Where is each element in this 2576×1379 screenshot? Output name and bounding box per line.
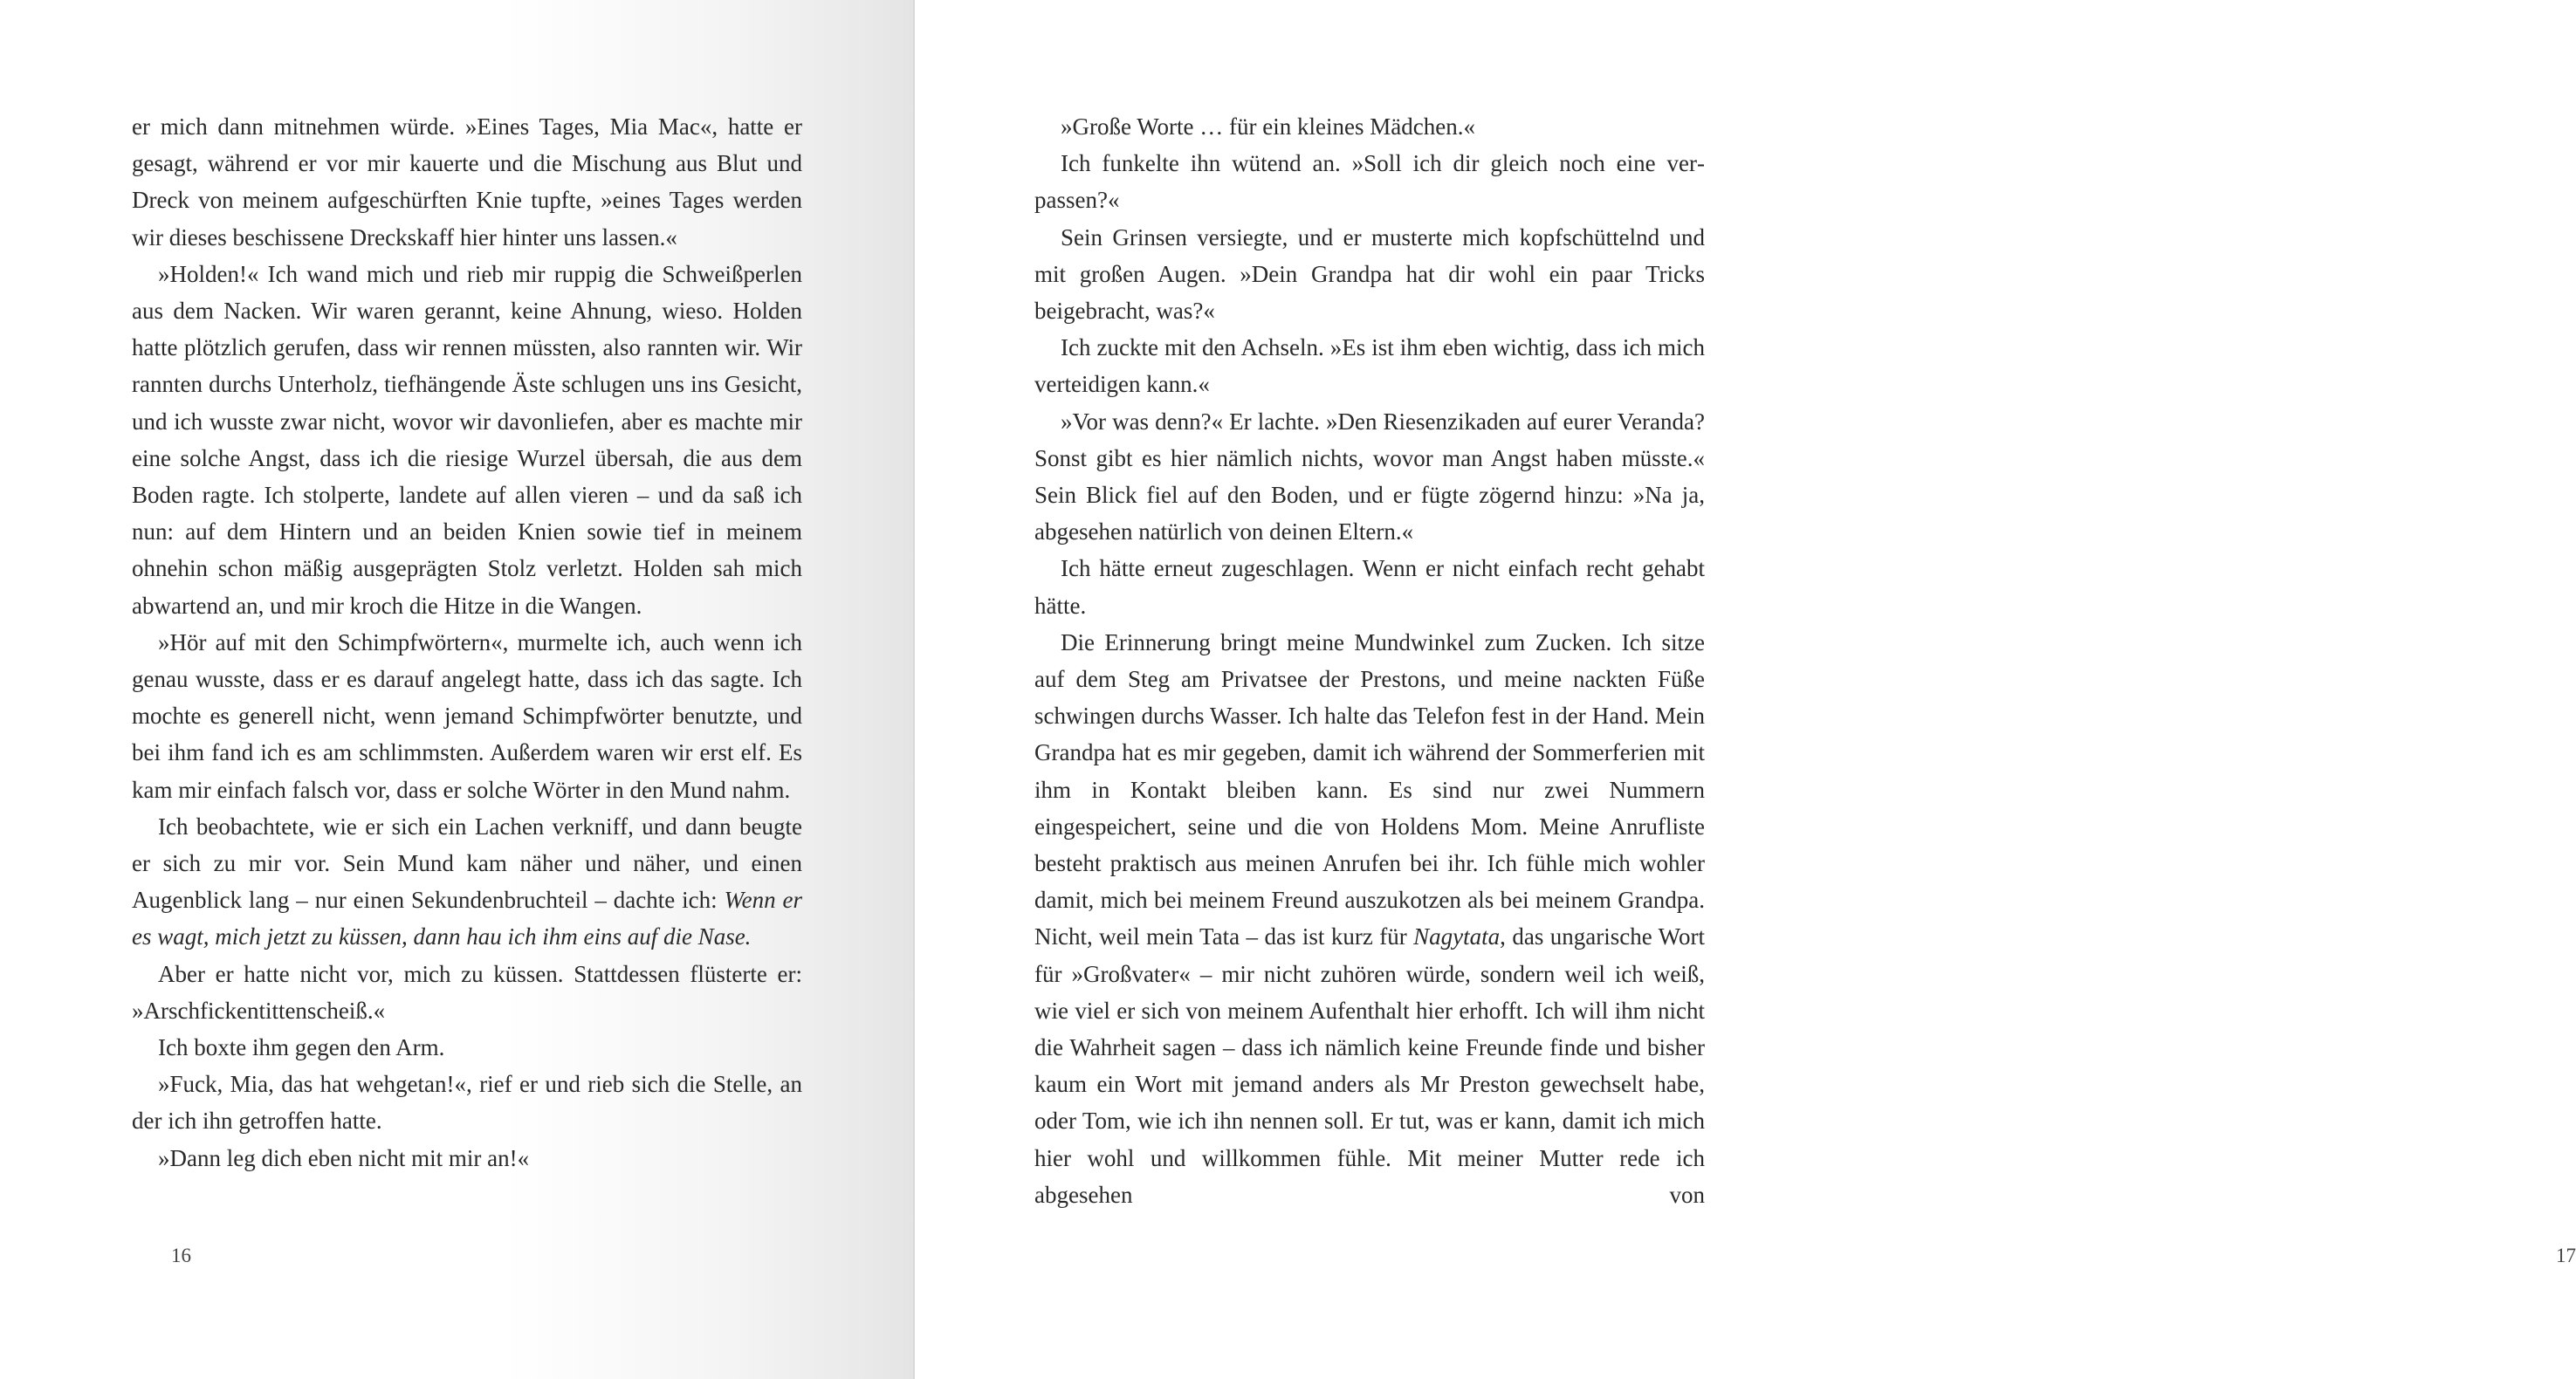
paragraph: »Vor was denn?« Er lachte. »Den Riesenzikaden auf eurer Veranda? Sonst gibt es hier nämlich nichts, wovor man Angst haben müsste.« Sein Blick fiel auf den Boden, und er fügte zögernd hinzu: »Na ja, abgesehen natürlich von deinen Eltern.« [1034, 408, 1705, 545]
paragraph: »Fuck, Mia, das hat wehgetan!«, rief er und rieb sich die Stelle, an der ich ihn getroffen hatte. [132, 1071, 802, 1135]
right-page-text [1034, 108, 1705, 1213]
paragraph: »Dann leg dich eben nicht mit mir an!« [158, 1144, 530, 1171]
paragraph: »Holden!« Ich wand mich und rieb mir ruppig die Schweißperlen aus dem Nacken. Wir waren gerannt, keine Ahnung, wieso. Holden hatte plötzlich gerufen, dass wir rennen müssten, also rannten wir. Wir rannten durchs Unterholz, tiefhängende Äste schlugen uns ins Gesicht, und ich wusste zwar nicht, wovor wir davonliefen, aber es machte mir eine solche Angst, dass ich die riesige Wurzel übersah, die aus dem Boden ragte. Ich stolperte, landete auf allen vieren – und da saß ich nun: auf dem Hintern und an beiden Knien sowie tief in meinem ohnehin schon mäßig ausgeprägten Stolz verletzt. Holden sah mich abwartend an, und mir kroch die Hitze in die Wangen. [132, 260, 802, 619]
left-page-text [132, 108, 802, 1177]
paragraph: Ich zuckte mit den Achseln. »Es ist ihm eben wichtig, dass ich mich verteidigen kann.« [1034, 334, 1705, 398]
paragraph-text: Die Erinnerung bringt meine Mundwinkel zum Zucken. Ich sitze auf dem Steg am Privatsee der Prestons, und meine nackten Füße schwingen durchs Wasser. Ich halte das Telefon fest in der Hand. Mein Grandpa hat es mir gegeben, damit ich während der Sommerferien mit ihm in Kontakt bleiben kann. Es sind nur zwei Nummern eingespeichert, seine und die von Holdens Mom. Meine Anrufliste besteht praktisch aus meinen Anrufen bei ihr. Ich fühle mich wohler damit, mich bei meinem Freund auszukotzen als bei meinem Grandpa. Nicht, weil mein Tata – das ist kurz für [1034, 628, 1705, 950]
right-page [915, 0, 2576, 1379]
italic-word: Nagytata [1413, 923, 1501, 950]
paragraph: Ich hätte erneut zugeschlagen. Wenn er nicht einfach recht gehabt hätte. [1034, 555, 1705, 619]
italic-thought: Wenn er es wagt, mich jetzt zu küssen, dann hau ich ihm eins auf die Nase. [132, 887, 802, 950]
paragraph: Aber er hatte nicht vor, mich zu küssen. Stattdessen flüsterte er: »Arschfickentittenscheiß.« [132, 960, 802, 1024]
paragraph-text: Ich beobachtete, wie er sich ein Lachen verkniff, und dann beugte er sich zu mir vor. Sein Mund kam näher und näher, und einen Augenblick lang – nur einen Sekundenbruchteil – dachte ich: [132, 813, 802, 914]
paragraph [1034, 624, 1705, 1213]
paragraph: er mich dann mitnehmen würde. »Eines Tages, Mia Mac«, hatte er gesagt, während er vor mir kauerte und die Mischung aus Blut und Dreck von meinem aufgeschürften Knie tupfte, »eines Tages werden wir dieses beschissene Dreckskaff hier hinter uns lassen.« [132, 113, 802, 250]
paragraph-text: , das ungarische Wort für »Großvater« – mir nicht zuhören würde, sondern weil ich weiß, wie viel er sich von meinem Aufenthalt hier erhofft. Ich will ihm nicht die Wahrheit sagen – dass ich nämlich keine Freunde finde und bisher kaum ein Wort mit jemand anders als Mr Preston gewechselt habe, oder Tom, wie ich ihn nennen soll. Er tut, was er kann, damit ich mich hier wohl und willkommen fühle. Mit meiner Mutter rede ich abgesehen von [1034, 923, 1705, 1208]
paragraph: »Große Worte … für ein kleines Mädchen.« [1061, 113, 1475, 140]
paragraph [132, 808, 802, 956]
page-number: 16 [171, 1245, 191, 1266]
paragraph: »Hör auf mit den Schimpfwörtern«, murmelte ich, auch wenn ich genau wusste, dass er es darauf angelegt hatte, dass ich das sagte. Ich mochte es generell nicht, wenn jemand Schimpfwörter benutzte, und bei ihm fand ich es am schlimmsten. Außerdem waren wir erst elf. Es kam mir einfach falsch vor, dass er solche Wörter in den Mund nahm. [132, 628, 802, 803]
paragraph: Ich boxte ihm gegen den Arm. [158, 1034, 445, 1061]
page-number: 17 [2556, 1245, 2576, 1266]
paragraph: Sein Grinsen versiegte, und er musterte mich kopfschüttelnd und mit großen Augen. »Dein Grandpa hat dir wohl ein paar Tricks beigebracht, was?« [1034, 223, 1705, 325]
paragraph: Ich funkelte ihn wütend an. »Soll ich dir gleich noch eine verpassen?« [1034, 150, 1705, 214]
left-page [0, 0, 915, 1379]
